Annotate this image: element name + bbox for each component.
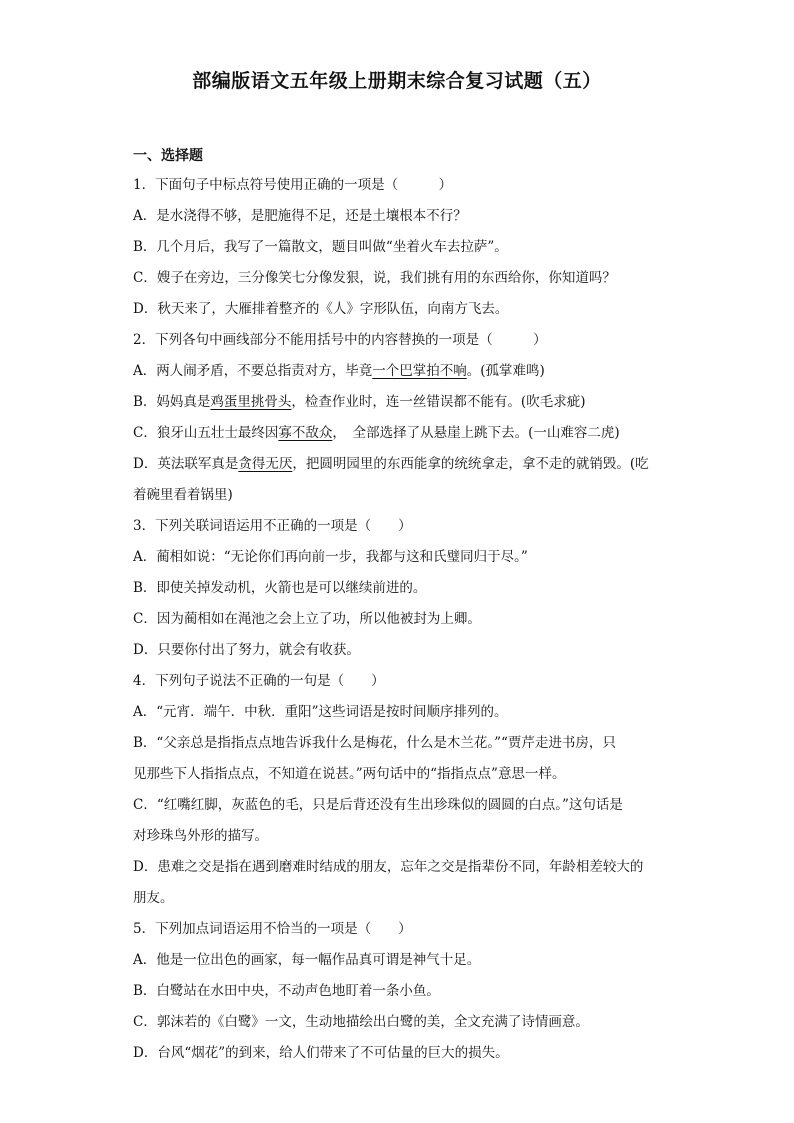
option-line: A．“元宵．端午．中秋．重阳”这些词语是按时间顺序排列的。 <box>133 704 508 720</box>
option-line: C．“红嘴红脚，灰蓝色的毛，只是后背还没有生出珍珠似的圆圆的白点。”这句话是 <box>133 797 623 813</box>
option-line: C．嫂子在旁边，三分像笑七分像发狠，说，我们挑有用的东西给你，你知道吗？ <box>133 270 616 286</box>
question-stem: 1．下面句子中标点符号使用正确的一项是（ ） <box>133 177 453 193</box>
underlined-phrase: 寡不敌众 <box>278 425 333 441</box>
option-line: 着碗里看着锅里) <box>133 487 233 503</box>
option-line: D．英法联军真是贪得无厌，把圆明园里的东西能拿的统统拿走，拿不走的就销毁。(吃 <box>133 456 649 472</box>
question-stem: 2．下列各句中画线部分不能用括号中的内容替换的一项是（ ） <box>133 332 547 348</box>
underlined-phrase: 贪得无厌 <box>238 456 293 472</box>
option-line: D．台风“烟花”的到来，给人们带来了不可估量的巨大的损失。 <box>133 1045 509 1061</box>
option-line: 朋友。 <box>133 890 174 906</box>
question-stem: 4．下列句子说法不正确的一句是（ ） <box>133 673 385 689</box>
option-line: C．狼牙山五壮士最终因寡不敌众， 全部选择了从悬崖上跳下去。(一山难容二虎) <box>133 425 620 441</box>
section-heading: 一、选择题 <box>133 148 203 164</box>
underlined-phrase: 一个巴掌拍不响 <box>372 363 467 379</box>
underlined-phrase: 鸡蛋里挑骨头 <box>210 394 292 410</box>
option-line: B．“父亲总是指指点点地告诉我什么是梅花，什么是木兰花。”“贾芹走进书房，只 <box>133 735 616 751</box>
option-line: D．秋天来了，大雁排着整齐的《人》字形队伍，向南方飞去。 <box>133 301 509 317</box>
option-line: 对珍珠鸟外形的描写。 <box>133 828 268 844</box>
option-line: D．只要你付出了努力，就会有收获。 <box>133 642 360 658</box>
question-stem: 3．下列关联词语运用不正确的一项是（ ） <box>133 518 412 534</box>
option-line: B．几个月后，我写了一篇散文，题目叫做“坐着火车去拉萨”。 <box>133 239 508 255</box>
option-line: B．即使关掉发动机，火箭也是可以继续前进的。 <box>133 580 427 596</box>
option-line: A．他是一位出色的画家，每一幅作品真可谓是神气十足。 <box>133 952 481 968</box>
question-list <box>133 170 663 1069</box>
option-line: C．因为蔺相如在渑池之会上立了功，所以他被封为上卿。 <box>133 611 481 627</box>
option-line: 见那些下人指指点点，不知道在说甚。”两句话中的“指指点点”意思一样。 <box>133 766 566 782</box>
option-line: A．两人闹矛盾，不要总指责对方，毕竟一个巴掌拍不响。(孤掌难鸣) <box>133 363 545 379</box>
option-line: B．白鹭站在水田中央，不动声色地盯着一条小鱼。 <box>133 983 440 999</box>
option-line: A．是水浇得不够，是肥施得不足，还是土壤根本不行？ <box>133 208 467 224</box>
option-line: A．蔺相如说：“无论你们再向前一步，我都与这和氏璧同归于尽。” <box>133 549 528 565</box>
question-stem: 5．下列加点词语运用不恰当的一项是（ ） <box>133 921 412 937</box>
option-line: C．郭沫若的《白鹭》一文，生动地描绘出白鹭的美，全文充满了诗情画意。 <box>133 1014 589 1030</box>
page-title: 部编版语文五年级上册期末综合复习试题（五） <box>192 70 602 92</box>
option-line: B．妈妈真是鸡蛋里挑骨头，检查作业时，连一丝错误都不能有。(吹毛求疵) <box>133 394 586 410</box>
option-line: D．患难之交是指在遇到磨难时结成的朋友，忘年之交是指辈份不同，年龄相差较大的 <box>133 859 644 875</box>
